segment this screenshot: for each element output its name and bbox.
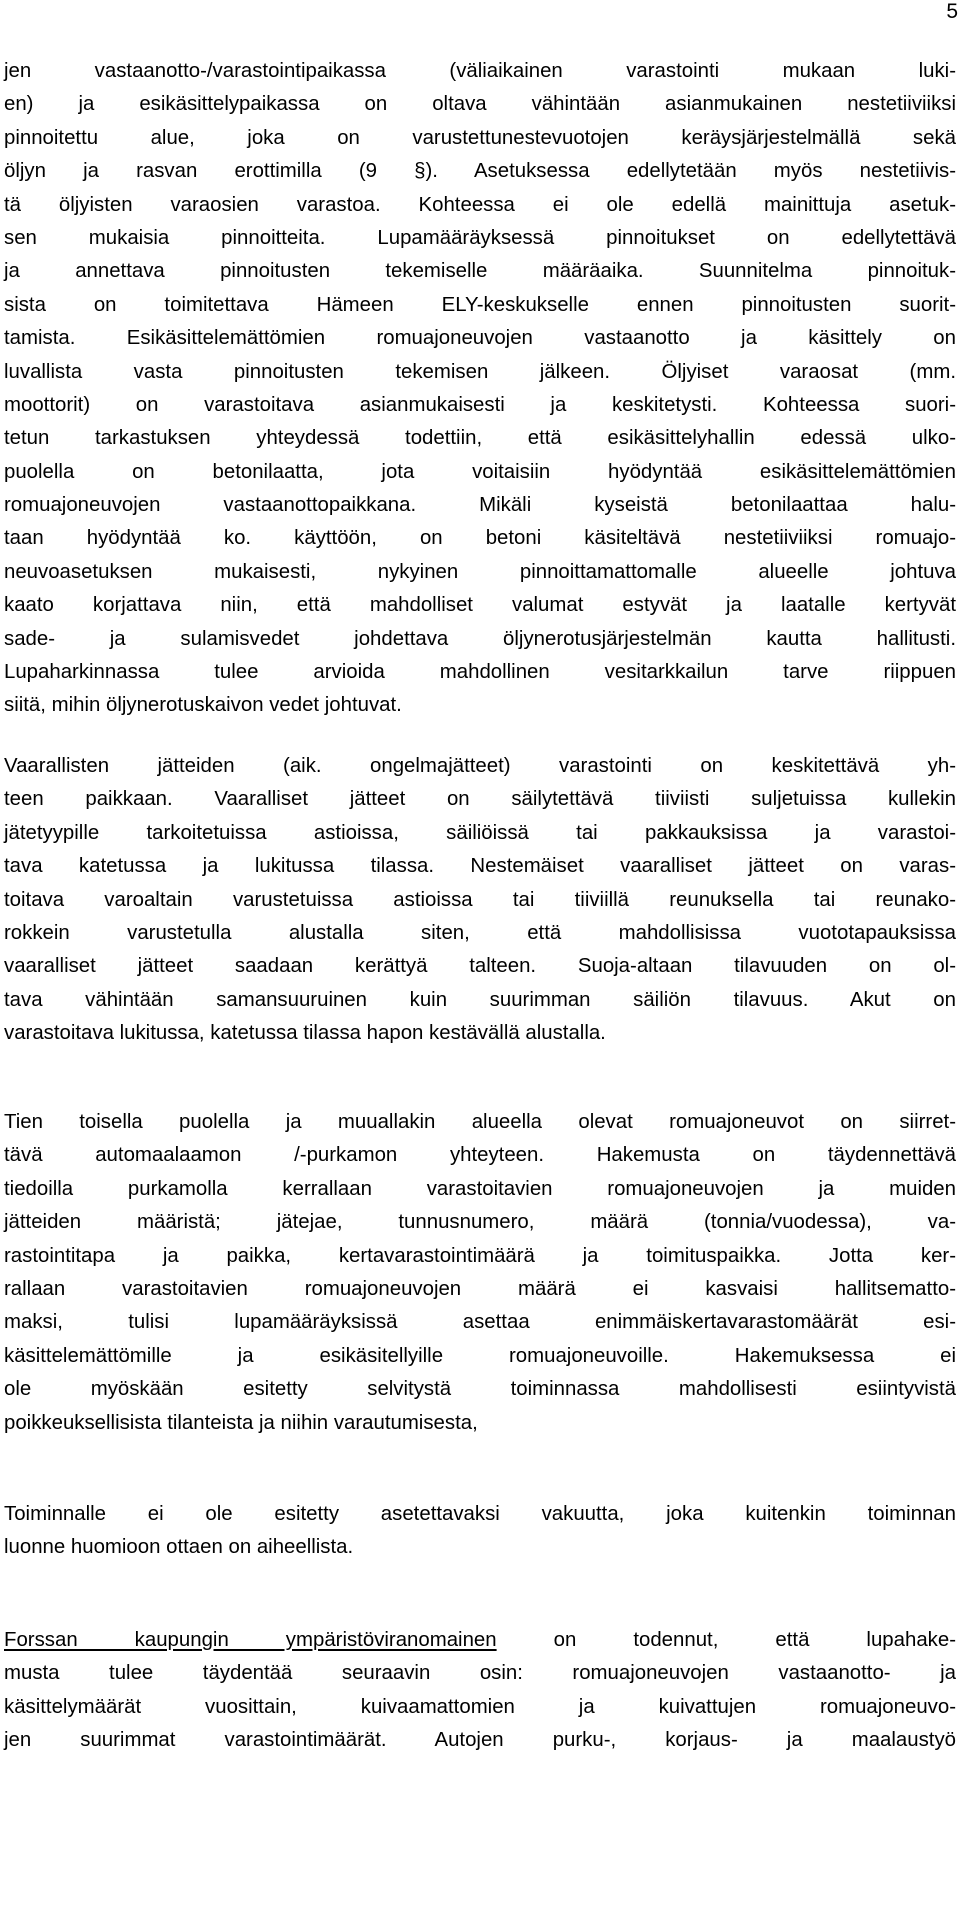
text-line: sista on toimitettava Hämeen ELY-keskukselle ennen pinnoitusten suorit- xyxy=(4,293,956,316)
text-line: jen vastaanotto-/varastointipaikassa (väliaikainen varastointi mukaan luki- xyxy=(4,60,956,82)
text-line: toitava varoaltain varustetuissa astioissa tai tiiviillä reunuksella tai reunako- xyxy=(4,888,956,911)
text-line: pinnoitettu alue, joka on varustettunestevuotojen keräysjärjestelmällä sekä xyxy=(4,126,956,149)
text-line-rest: on todennut, että lupahake- xyxy=(496,1629,956,1651)
text-line: romuajoneuvojen vastaanottopaikkana. Mikäli kyseistä betonilaattaa halu- xyxy=(4,494,956,517)
text-line: käsittelymäärät vuosittain, kuivaamattomien ja kuivattujen romuajoneuvo- xyxy=(4,1695,956,1718)
text-line: jätteiden määristä; jätejae, tunnusnumero, määrä (tonnia/vuodessa), va- xyxy=(4,1211,956,1234)
text-line: moottorit) on varastoitava asianmukaisesti ja keskitetysti. Kohteessa suori- xyxy=(4,393,956,416)
text-line: ja annettava pinnoitusten tekemiselle määräaika. Suunnitelma pinnoituk- xyxy=(4,260,956,283)
text-line: rastointitapa ja paikka, kertavarastointimäärä ja toimituspaikka. Jotta ker- xyxy=(4,1244,956,1267)
authority-name: Forssan kaupungin ympäristöviranomainen xyxy=(4,1629,497,1651)
text-line: jen suurimmat varastointimäärät. Autojen purku-, korjaus- ja maalaustyö xyxy=(4,1729,956,1752)
text-line: musta tulee täydentää seuraavin osin: romuajoneuvojen vastaanotto- ja xyxy=(4,1662,956,1685)
text-line: luvallista vasta pinnoitusten tekemisen jälkeen. Öljyiset varaosat (mm. xyxy=(4,360,956,383)
text-line: tava katetussa ja lukitussa tilassa. Nestemäiset vaaralliset jätteet on varas- xyxy=(4,855,956,878)
text-line: sen mukaisia pinnoitteita. Lupamääräyksessä pinnoitukset on edellytettävä xyxy=(4,226,956,249)
text-line: tava vähintään samansuuruinen kuin suurimman säiliön tilavuus. Akut on xyxy=(4,988,956,1011)
text-line: jätetyypille tarkoitetuissa astioissa, säiliöissä tai pakkauksissa ja varastoi- xyxy=(4,821,956,844)
text-line: tävä automaalaamon /-purkamon yhteyteen. Hakemusta on täydennettävä xyxy=(4,1144,956,1167)
text-line: kaato korjattava niin, että mahdolliset valumat estyvät ja laatalle kertyvät xyxy=(4,594,956,617)
text-line: rallaan varastoitavien romuajoneuvojen määrä ei kasvaisi hallitsematto- xyxy=(4,1277,956,1300)
paragraph-scrap-vehicles xyxy=(4,1106,956,1440)
text-line: tamista. Esikäsittelemättömien romuajoneuvojen vastaanotto ja käsittely on xyxy=(4,327,956,350)
text-line: Lupaharkinnassa tulee arvioida mahdollinen vesitarkkailun tarve riippuen xyxy=(4,661,956,684)
page-number: 5 xyxy=(946,0,958,23)
text-line xyxy=(4,1624,956,1657)
text-line: Tien toisella puolella ja muuallakin alueella olevat romuajoneuvot on siirret- xyxy=(4,1111,956,1133)
text-line: tä öljyisten varaosien varastoa. Kohteessa ei ole edellä mainittuja asetuk- xyxy=(4,193,956,216)
text-line: tiedoilla purkamolla kerrallaan varastoitavien romuajoneuvojen ja muiden xyxy=(4,1177,956,1200)
text-line: ole myöskään esitetty selvitystä toiminnassa mahdollisesti esiintyvistä xyxy=(4,1378,956,1401)
paragraph-guarantee xyxy=(4,1498,956,1565)
text-line: käsittelemättömille ja esikäsitellyille romuajoneuvoille. Hakemuksessa ei xyxy=(4,1344,956,1367)
text-line: puolella on betonilaatta, jota voitaisiin hyödyntää esikäsittelemättömien xyxy=(4,460,956,483)
text-line: maksi, tulisi lupamääräyksissä asettaa enimmäiskertavarastomäärät esi- xyxy=(4,1311,956,1334)
paragraph-coating-requirements xyxy=(4,55,956,723)
text-line: teen paikkaan. Vaaralliset jätteet on säilytettävä tiiviisti suljetuissa kullekin xyxy=(4,788,956,811)
text-line: öljyn ja rasvan erottimilla (9 §). Asetuksessa edellytetään myös nestetiivis- xyxy=(4,160,956,183)
text-line: rokkein varustetulla alustalla siten, että mahdollisissa vuototapauksissa xyxy=(4,921,956,944)
text-line: Vaarallisten jätteiden (aik. ongelmajätteet) varastointi on keskitettävä yh- xyxy=(4,755,956,777)
paragraph-forssa-authority xyxy=(4,1624,956,1758)
text-line: vaaralliset jätteet saadaan kerättyä talteen. Suoja-altaan tilavuuden on ol- xyxy=(4,955,956,978)
text-line: varastoitava lukitussa, katetussa tilassa hapon kestävällä alustalla. xyxy=(4,1022,606,1045)
text-line: taan hyödyntää ko. käyttöön, on betoni käsiteltävä nestetiiviiksi romuajo- xyxy=(4,527,956,550)
text-line: sade- ja sulamisvedet johdettava öljynerotusjärjestelmän kautta hallitusti. xyxy=(4,627,956,650)
text-line: en) ja esikäsittelypaikassa on oltava vähintään asianmukainen nestetiiviiksi xyxy=(4,93,956,116)
text-line: luonne huomioon ottaen on aiheellista. xyxy=(4,1536,354,1559)
paragraph-hazardous-waste xyxy=(4,750,956,1051)
text-line: tetun tarkastuksen yhteydessä todettiin, että esikäsittelyhallin edessä ulko- xyxy=(4,427,956,450)
text-line: siitä, mihin öljynerotuskaivon vedet johtuvat. xyxy=(4,694,402,717)
text-line: Toiminnalle ei ole esitetty asetettavaksi vakuutta, joka kuitenkin toiminnan xyxy=(4,1503,956,1525)
text-line: neuvoasetuksen mukaisesti, nykyinen pinnoittamattomalle alueelle johtuva xyxy=(4,560,956,583)
text-line: poikkeuksellisista tilanteista ja niihin varautumisesta, xyxy=(4,1411,478,1434)
